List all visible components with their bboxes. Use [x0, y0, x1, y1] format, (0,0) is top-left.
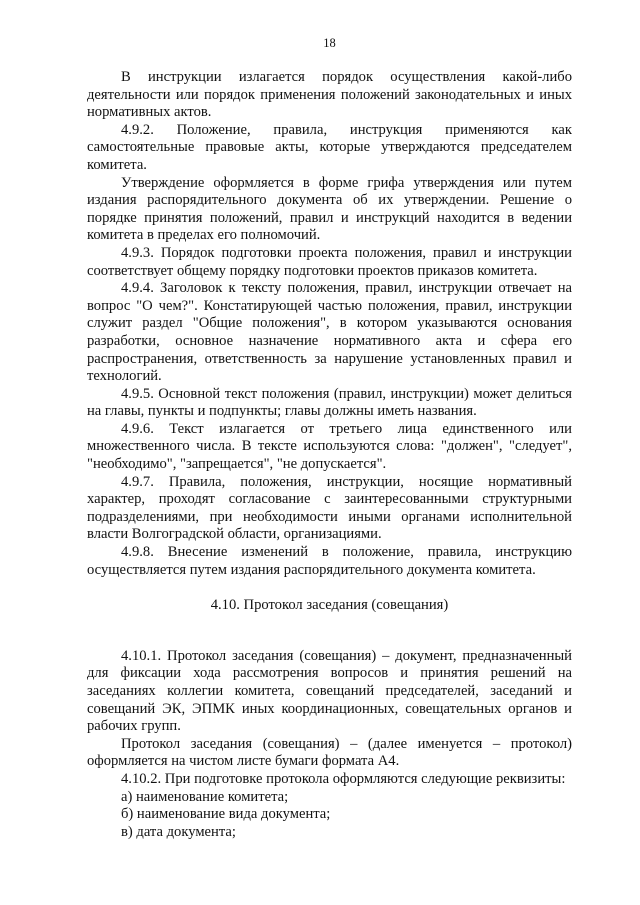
list-item: в) дата документа;: [121, 823, 236, 840]
section-heading: 4.10. Протокол заседания (совещания): [210, 597, 449, 614]
paragraph: 4.9.6. Текст излагается от третьего лица единственного или множественного числа. В тексте используются слова: "должен", "следует", "необходимо", "запрещается", "не допускается".: [87, 420, 572, 473]
paragraph: 4.9.2. Положение, правила, инструкция применяются как самостоятельные правовые акты, которые утверждаются председателем комитета.: [87, 121, 572, 173]
paragraph: Утверждение оформляется в форме грифа утверждения или путем издания распорядительного документа об их утверждении. Решение о порядке принятия положений, правил и инструкций находится в ведении комитета в пределах его полномочий.: [87, 174, 572, 244]
paragraph: Протокол заседания (совещания) – (далее именуется – протокол) оформляется на чистом листе бумаги формата А4.: [87, 735, 572, 770]
paragraph: 4.9.7. Правила, положения, инструкции, носящие нормативный характер, проходят согласование с заинтересованными структурными подразделениями, при необходимости иными органами исполнительной власти Волгоградской области, организациями.: [87, 473, 572, 543]
paragraph: 4.9.4. Заголовок к тексту положения, правил, инструкции отвечает на вопрос "О чем?". Констатирующей частью положения, правил, инструкции служит раздел "Общие положения", в котором указываются основания разработки, основное назначение нормативного акта и сфера его распространения, ответственность за нарушение установленных правил и технологий.: [87, 280, 572, 385]
section-4-9-text: [87, 69, 572, 579]
paragraph: 4.10.2. При подготовке протокола оформляются следующие реквизиты:: [121, 770, 566, 787]
list-item: а) наименование комитета;: [121, 788, 289, 805]
paragraph: 4.9.5. Основной текст положения (правил, инструкции) может делиться на главы, пункты и подпункты; главы должны иметь названия.: [87, 385, 572, 420]
section-4-10-text: [87, 648, 572, 789]
paragraph: 4.10.1. Протокол заседания (совещания) – документ, предназначенный для фиксации хода рассмотрения вопросов и принятия решений на заседаниях коллегии комитета, совещаний председателей, заседаний и совещаний ЭК, ЭПМК иных координационных, совещательных органов и рабочих групп.: [87, 647, 572, 735]
page-number: 18: [323, 36, 336, 50]
paragraph: 4.9.3. Порядок подготовки проекта положения, правил и инструкции соответствует общему порядку подготовки проектов приказов комитета.: [87, 244, 572, 279]
paragraph: 4.9.8. Внесение изменений в положение, правила, инструкцию осуществляется путем издания распорядительного документа комитета.: [87, 544, 572, 578]
paragraph: В инструкции излагается порядок осуществления какой-либо деятельности или порядок применения положений законодательных и иных нормативных актов.: [87, 69, 572, 121]
requisites-list: [87, 789, 572, 842]
list-item: б) наименование вида документа;: [121, 806, 331, 823]
